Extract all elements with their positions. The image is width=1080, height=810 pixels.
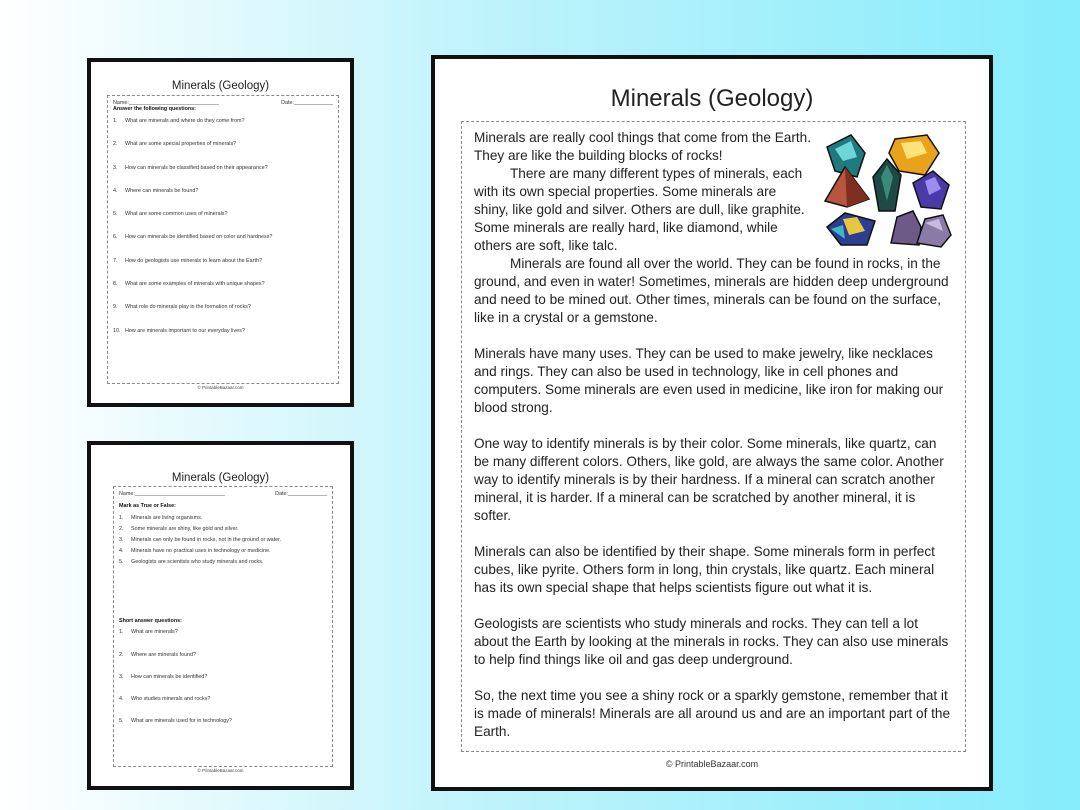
item-number: 3.: [113, 164, 118, 171]
paragraph-shape: Minerals can also be identified by their shape. Some minerals form in perfect cubes, like pyrite. Others form in long, thin crystals, like quartz. Each mineral has its own special shape that helps scientists figure out what it is.: [474, 544, 935, 595]
list-item: [119, 548, 327, 559]
item-number: 1.: [119, 629, 124, 636]
item-text: Geologists are scientists who study minerals and rocks.: [131, 558, 264, 565]
item-text: What are some common uses of minerals?: [125, 211, 228, 218]
footer-copyright: © PrintableBazaar.com: [197, 768, 244, 773]
passage-body: [461, 121, 966, 752]
list-item: [119, 674, 327, 696]
item-text: How can minerals be identified based on color and hardness?: [125, 234, 273, 241]
item-number: 2.: [119, 525, 124, 532]
name-line: Name:______________________________: [113, 100, 219, 106]
list-item: [119, 526, 327, 537]
gemstones-illustration: [821, 131, 957, 249]
item-number: 8.: [113, 281, 118, 288]
list-item: [113, 258, 333, 281]
item-text: Minerals can only be found in rocks, not in the ground or water.: [131, 536, 282, 543]
item-number: 1.: [113, 117, 118, 124]
item-text: What are minerals used for in technology?: [131, 718, 232, 725]
paragraph-locations: Minerals are found all over the world. They can be found in rocks, in the ground, and even in water! Sometimes, minerals are hidden deep underground and need to be mined out. Other times, minerals can be found on the surface, like in a crystal or a gemstone.: [474, 256, 949, 325]
paragraph-intro: Minerals are really cool things that come from the Earth. They are like the building blocks of rocks!: [474, 130, 811, 163]
date-line: Date:_____________: [281, 100, 333, 106]
item-number: 5.: [113, 211, 118, 218]
worksheet-title: Minerals (Geology): [171, 472, 270, 484]
item-number: 7.: [113, 257, 118, 264]
item-number: 6.: [113, 234, 118, 241]
item-text: How can minerals be identified?: [131, 673, 208, 680]
item-number: 4.: [113, 187, 118, 194]
list-item: [113, 188, 333, 211]
passage-title: Minerals (Geology): [610, 85, 814, 112]
paragraph-color-hardness: One way to identify minerals is by their color. Some minerals, like quartz, can be many different colors. Others, like gold, are always the same color. Another way to identify minerals is by their hardness. If a mineral can scratch another mineral, it is harder. If a mineral can be scratched by another mineral, it is softer.: [474, 436, 944, 523]
item-text: Minerals are living organisms.: [131, 514, 203, 521]
list-item: [119, 559, 327, 570]
list-item: [119, 696, 327, 718]
item-number: 2.: [119, 651, 124, 658]
item-text: What are some special properties of minerals?: [125, 141, 237, 148]
true-false-heading: Mark as True or False:: [119, 503, 176, 510]
paragraph-conclusion: So, the next time you see a shiny rock or a sparkly gemstone, remember that it is made of minerals! Minerals are all around us and are an important part of the Earth.: [474, 688, 951, 739]
list-item: [113, 234, 333, 257]
paragraph-uses: Minerals have many uses. They can be used to make jewelry, like necklaces and rings. They can also be used in technology, like in cell phones and computers. Some minerals are even used in medicine, like iron for making our blood strong.: [474, 346, 944, 415]
item-text: How do geologists use minerals to learn about the Earth?: [125, 257, 262, 264]
paragraph-geologists: Geologists are scientists who study minerals and rocks. They can tell a lot about the Earth by looking at the minerals in rocks. They can also use minerals to help find things like oil and gas deep underground.: [474, 616, 949, 667]
worksheet-true-false-preview: [87, 441, 354, 790]
item-number: 2.: [113, 141, 118, 148]
item-number: 9.: [113, 304, 118, 311]
worksheet-body: [113, 486, 333, 767]
list-item: [113, 304, 333, 327]
list-item: [113, 281, 333, 304]
item-number: 4.: [119, 696, 124, 703]
item-text: Minerals have no practical uses in technology or medicine.: [131, 547, 271, 554]
list-item: [119, 629, 327, 651]
item-number: 4.: [119, 547, 124, 554]
item-number: 10.: [113, 327, 121, 334]
item-text: Some minerals are shiny, like gold and silver.: [131, 525, 239, 532]
footer-copyright: © PrintableBazaar.com: [665, 759, 759, 769]
item-number: 3.: [119, 536, 124, 543]
worksheet-questions-preview: [87, 58, 354, 407]
item-number: 1.: [119, 514, 124, 521]
list-item: [119, 537, 327, 548]
question-list: [113, 118, 333, 351]
list-item: [113, 118, 333, 141]
item-number: 3.: [119, 673, 124, 680]
list-item: [113, 165, 333, 188]
list-item: [119, 515, 327, 526]
paragraph-types: There are many different types of minerals, each with its own special properties. Some minerals are shiny, like gold and silver. Others are dull, like graphite. Some minerals are really hard, like diamond, while others are soft, like talc.: [474, 166, 805, 253]
item-text: What role do minerals play in the formation of rocks?: [125, 304, 251, 311]
list-item: [119, 652, 327, 674]
item-text: How are minerals important to our everyday lives?: [125, 327, 245, 334]
item-number: 5.: [119, 558, 124, 565]
list-item: [119, 718, 327, 740]
name-line: Name:______________________________: [119, 491, 225, 497]
true-false-list: [119, 515, 327, 570]
list-item: [113, 211, 333, 234]
item-text: Where are minerals found?: [131, 651, 197, 658]
item-number: 5.: [119, 718, 124, 725]
list-item: [113, 141, 333, 164]
date-line: Date:_____________: [275, 491, 327, 497]
reading-passage-sheet: [431, 55, 993, 791]
item-text: How can minerals be classified based on their appearance?: [125, 164, 268, 171]
item-text: What are minerals?: [131, 629, 178, 636]
item-text: Who studies minerals and rocks?: [131, 696, 211, 703]
item-text: Where can minerals be found?: [125, 187, 199, 194]
worksheet-title: Minerals (Geology): [171, 80, 270, 92]
worksheet-body: [107, 95, 339, 384]
footer-copyright: © PrintableBazaar.com: [197, 385, 244, 390]
instruction-heading: Answer the following questions:: [113, 106, 196, 113]
item-text: What are minerals and where do they come from?: [125, 117, 245, 124]
short-answer-list: [119, 629, 327, 740]
item-text: What are some examples of minerals with unique shapes?: [125, 281, 265, 288]
list-item: [113, 328, 333, 351]
short-answer-heading: Short answer questions:: [119, 617, 182, 624]
